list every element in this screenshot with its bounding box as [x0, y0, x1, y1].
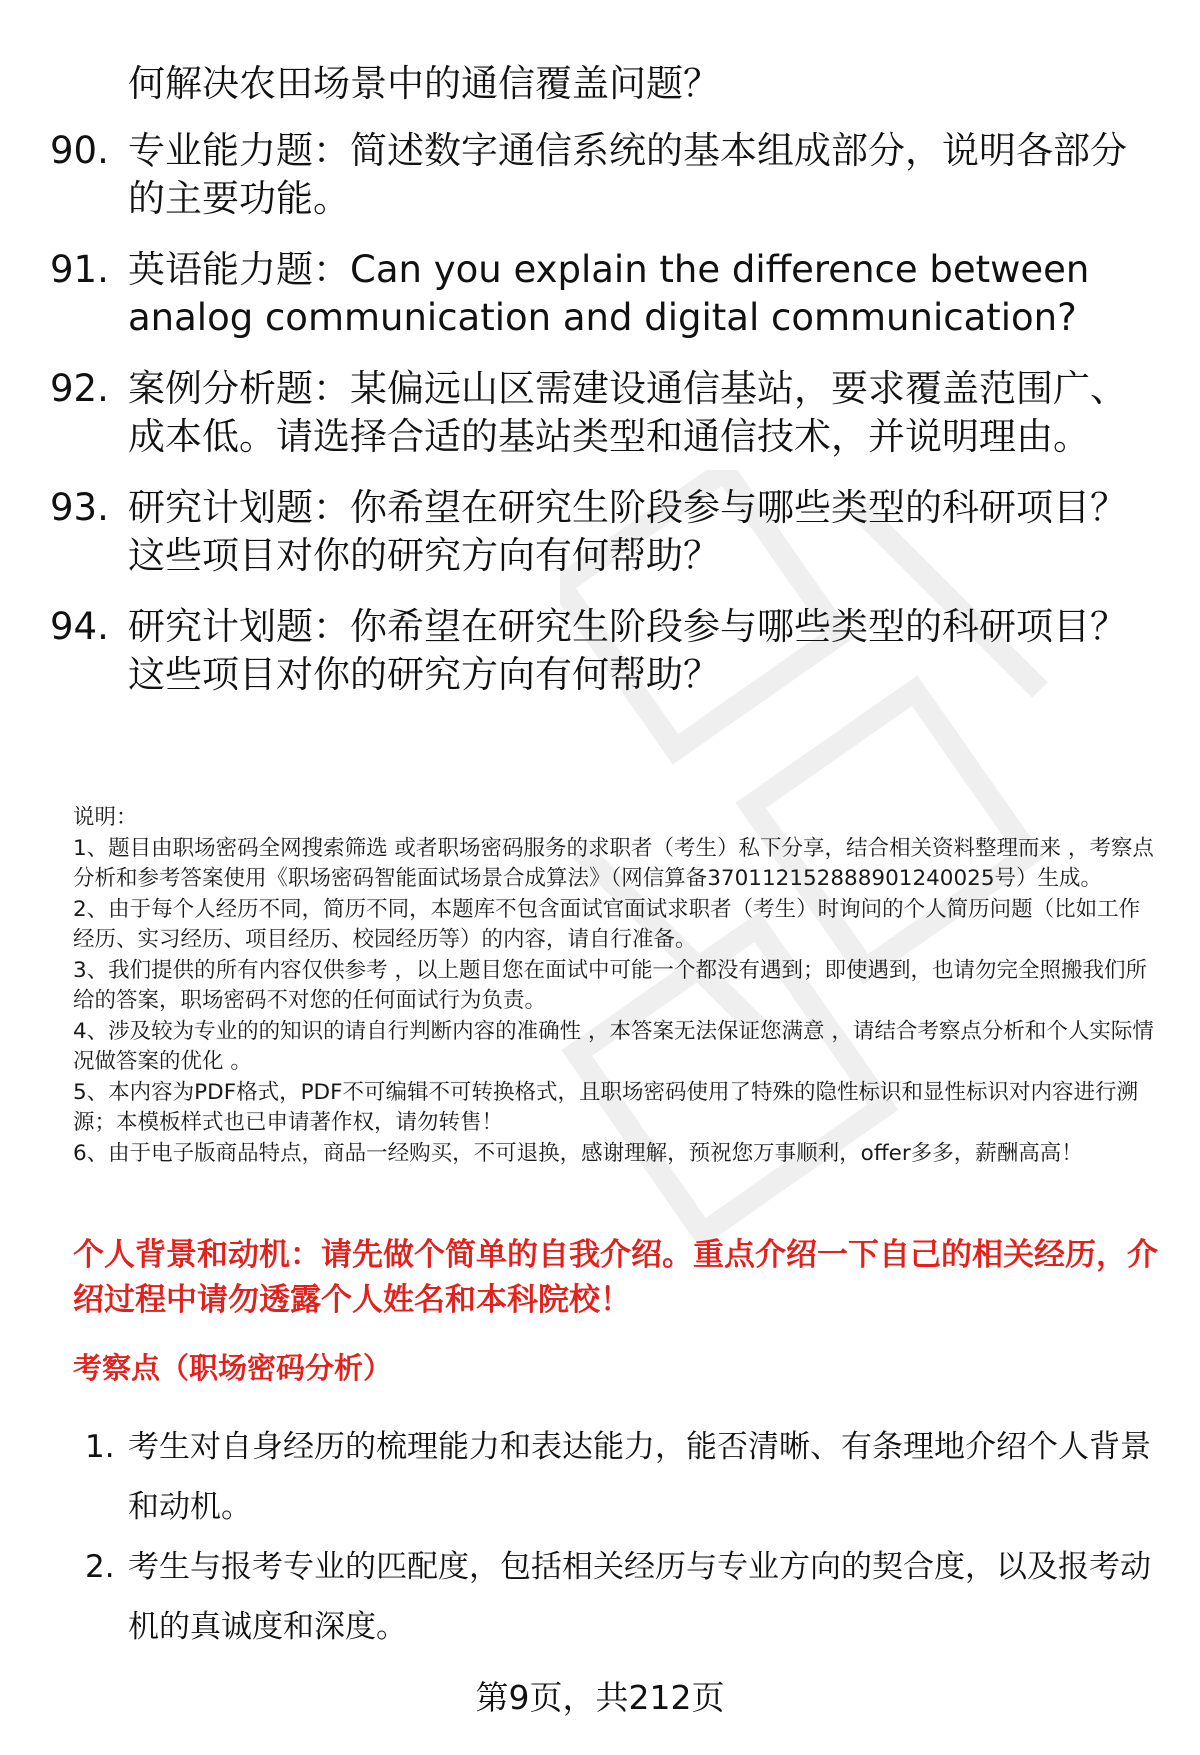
question-item [50, 127, 1160, 223]
question-text: 专业能力题：简述数字通信系统的基本组成部分，说明各部分的主要功能。 [128, 129, 1127, 220]
question-text: 案例分析题：某偏远山区需建设通信基站，要求覆盖范围广、成本低。请选择合适的基站类型和通信技术，并说明理由。 [128, 367, 1127, 458]
point-text: 考生对自身经历的梳理能力和表达能力，能否清晰、有条理地介绍个人背景和动机。 [128, 1429, 1151, 1525]
notes-block [73, 803, 1158, 1169]
question-89-continuation: 何解决农田场景中的通信覆盖问题？ [128, 62, 720, 105]
note-item: 3、我们提供的所有内容仅供参考 ，以上题目您在面试中可能一个都没有遇到；即使遇到，也请勿完全照搬我们所给的答案，职场密码不对您的任何面试行为负责。 [73, 957, 1148, 1013]
note-item: 4、涉及较为专业的的知识的请自行判断内容的准确性 ，本答案无法保证您满意 ，请结合考察点分析和个人实际情况做答案的优化 。 [73, 1018, 1154, 1074]
question-text: 研究计划题：你希望在研究生阶段参与哪些类型的科研项目？这些项目对你的研究方向有何帮助？ [128, 486, 1127, 577]
note-item: 1、题目由职场密码全网搜索筛选 或者职场密码服务的求职者（考生）私下分享，结合相关资料整理而来 ，考察点分析和参考答案使用《职场密码智能面试场景合成算法》（网信算备370112152888901240025号）生成。 [73, 835, 1154, 891]
question-item [50, 484, 1160, 580]
assessment-point [85, 1417, 1160, 1537]
question-text: 研究计划题：你希望在研究生阶段参与哪些类型的科研项目？这些项目对你的研究方向有何帮助？ [128, 605, 1127, 696]
question-number: 90. [50, 129, 109, 172]
assessment-point [85, 1537, 1160, 1657]
note-item: 5、本内容为PDF格式，PDF不可编辑不可转换格式，且职场密码使用了特殊的隐性标识和显性标识对内容进行溯源；本模板样式也已申请著作权，请勿转售！ [73, 1079, 1138, 1135]
note-item: 2、由于每个人经历不同，简历不同，本题库不包含面试官面试求职者（考生）时询问的个人简历问题（比如工作经历、实习经历、项目经历、校园经历等）的内容，请自行准备。 [73, 896, 1141, 952]
question-number: 94. [50, 605, 109, 648]
note-item: 6、由于电子版商品特点，商品一经购买，不可退换，感谢理解，预祝您万事顺利，offer多多，薪酬高高！ [73, 1140, 1083, 1166]
question-text: 英语能力题：Can you explain the difference between analog communication and digital communication? [128, 248, 1090, 339]
question-number: 91. [50, 248, 109, 291]
question-item [50, 603, 1160, 699]
point-number: 1. [85, 1429, 115, 1465]
notes-title: 说明： [73, 805, 138, 830]
question-item [50, 365, 1160, 461]
question-number: 93. [50, 486, 109, 529]
question-item [50, 246, 1160, 342]
point-number: 2. [85, 1549, 115, 1585]
question-number: 92. [50, 367, 109, 410]
section-subheading: 考察点（职场密码分析） [73, 1351, 393, 1385]
point-text: 考生与报考专业的匹配度，包括相关经历与专业方向的契合度，以及报考动机的真诚度和深度。 [128, 1549, 1151, 1645]
page-footer: 第9页，共212页 [475, 1678, 725, 1717]
section-heading: 个人背景和动机：请先做个简单的自我介绍。重点介绍一下自己的相关经历，介绍过程中请勿透露个人姓名和本科院校！ [73, 1237, 1158, 1318]
